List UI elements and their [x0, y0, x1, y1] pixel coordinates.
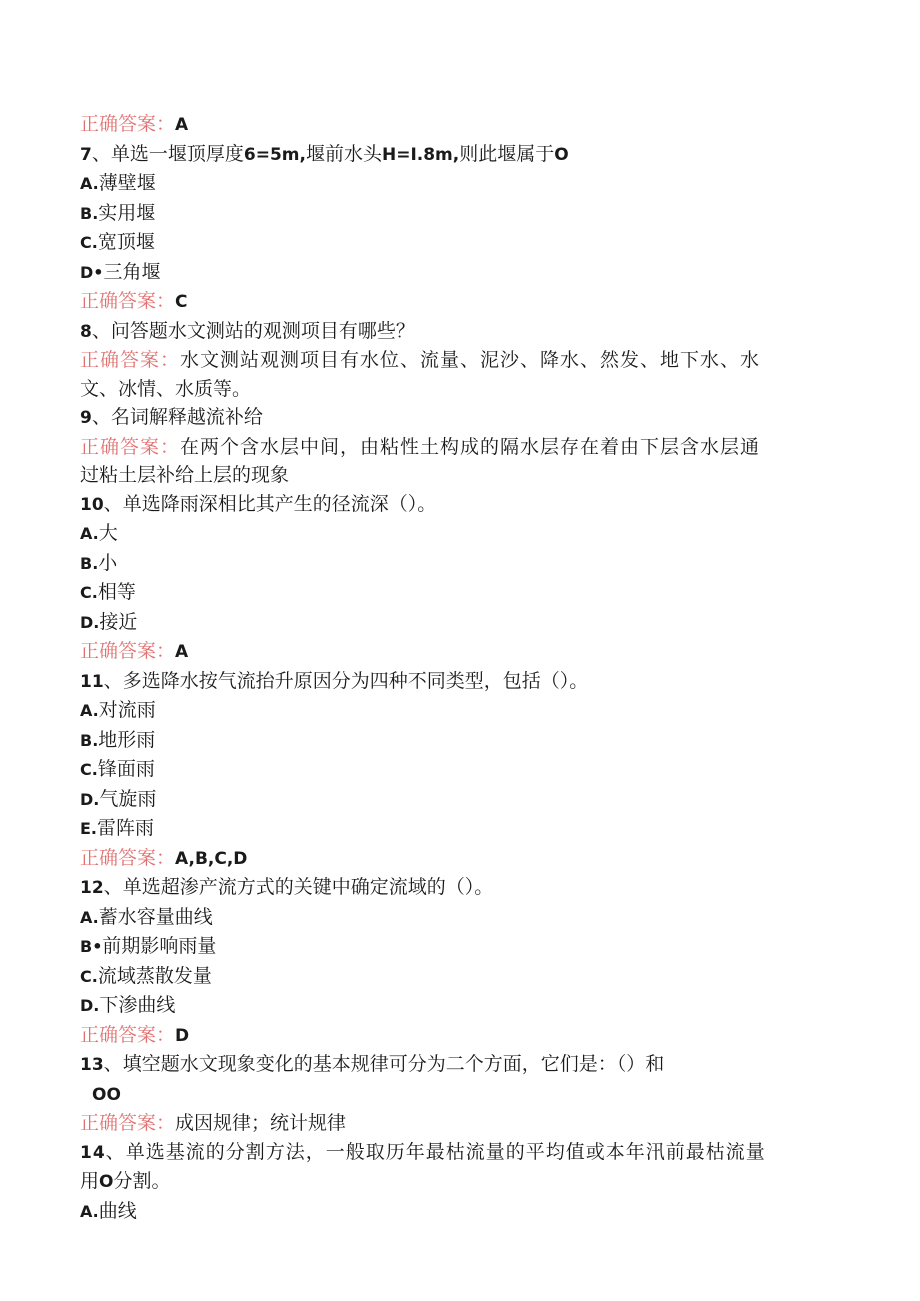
answer-value: C [175, 292, 188, 312]
question-12 [80, 873, 830, 903]
answer-label: 正确答案： [80, 290, 176, 312]
option-a [80, 1197, 830, 1227]
option-b [80, 726, 830, 756]
answer-line-q13 [80, 1109, 830, 1138]
answer-label: 正确答案： [80, 846, 176, 869]
answer-line-q9-cont [80, 461, 830, 490]
document-page [80, 110, 830, 1226]
question-separator: 、 [91, 406, 111, 428]
question-number: 12 [80, 878, 104, 898]
question-14-cont [80, 1167, 830, 1197]
option-letter: C. [80, 966, 98, 986]
option-a [80, 903, 830, 933]
option-a [80, 696, 830, 726]
question-text: 单选降雨深相比其产生的径流深（）。 [122, 492, 437, 515]
option-letter: C. [80, 583, 98, 602]
option-text: 实用堰 [98, 201, 156, 224]
answer-line-q11 [80, 844, 830, 874]
option-c [80, 578, 830, 608]
question-text-formula: H=I.8m, [381, 144, 460, 165]
option-text: 薄壁堰 [98, 172, 156, 194]
question-10 [80, 490, 830, 520]
question-text: 名词解释越流补给 [110, 406, 263, 428]
question-text: 问答题水文测站的观测项目有哪些？ [110, 319, 415, 342]
option-letter: C. [80, 760, 98, 779]
answer-label: 正确答案： [80, 640, 176, 662]
question-text-formula: 6=5m, [243, 144, 306, 165]
option-text: 接近 [99, 610, 138, 633]
answer-text: 在两个含水层中间，由粘性土构成的隔水层存在着由下层含水层通 [180, 435, 761, 458]
option-letter: B. [80, 730, 99, 750]
question-text: 多选降水按气流抬升原因分为四种不同类型，包括（）。 [122, 669, 589, 692]
answer-value: A [175, 642, 189, 662]
question-number: 10 [80, 494, 104, 515]
option-letter: C. [80, 233, 98, 252]
option-letter: A. [80, 907, 99, 927]
question-separator: 、 [103, 1053, 123, 1075]
question-7 [80, 140, 830, 170]
option-text: 气旋雨 [99, 787, 157, 810]
option-letter: B. [80, 203, 99, 223]
answer-label: 正确答案： [80, 113, 176, 135]
option-text: 雷阵雨 [97, 817, 155, 839]
option-c [80, 962, 830, 992]
option-text: 锋面雨 [97, 758, 155, 780]
option-c [80, 755, 830, 785]
option-text: 小 [98, 551, 118, 574]
option-text: 曲线 [98, 1199, 137, 1222]
option-letter: D. [80, 612, 100, 632]
option-d [80, 991, 830, 1021]
answer-value: D [175, 1025, 190, 1046]
question-8 [80, 317, 830, 347]
option-b [80, 199, 830, 229]
answer-line-q9 [80, 433, 830, 462]
question-text: 用 [80, 1170, 100, 1192]
question-text: 单选一堰顶厚度 [110, 142, 244, 165]
answer-label: 正确答案： [80, 1112, 176, 1134]
question-separator: 、 [105, 1140, 126, 1163]
option-d [80, 785, 830, 815]
option-a [80, 169, 830, 199]
option-e [80, 814, 830, 844]
question-number: 13 [80, 1055, 104, 1075]
option-c [80, 228, 830, 258]
question-separator: 、 [103, 492, 123, 515]
question-text: 堰前水头 [305, 142, 382, 165]
option-letter: A. [80, 174, 99, 193]
question-separator: 、 [91, 319, 111, 342]
answer-line-q7 [80, 287, 830, 317]
question-number: 14 [80, 1142, 106, 1163]
question-13-cont [80, 1080, 830, 1110]
option-letter: A. [80, 524, 99, 543]
option-d [80, 258, 830, 288]
option-letter: D. [80, 789, 100, 809]
answer-line-q8-cont [80, 375, 830, 404]
option-text: 对流雨 [98, 699, 156, 721]
question-13 [80, 1050, 830, 1080]
question-number: 7 [80, 144, 92, 165]
answer-line-q12 [80, 1021, 830, 1051]
question-11 [80, 667, 830, 697]
option-text: 三角堰 [103, 260, 161, 283]
option-text: 相等 [97, 581, 136, 603]
answer-text: 成因规律；统计规律 [175, 1112, 347, 1134]
question-9 [80, 403, 830, 433]
option-text: 大 [98, 522, 118, 544]
option-letter: A. [80, 1201, 99, 1221]
answer-text: 文、冰情、水质等。 [80, 377, 252, 400]
option-letter: E. [80, 819, 98, 838]
question-text: 则此堰属于 [459, 142, 555, 165]
option-letter: D. [80, 996, 100, 1015]
question-text: 单选超渗产流方式的关键中确定流域的（）。 [122, 876, 494, 898]
option-b [80, 549, 830, 579]
answer-label: 正确答案： [80, 349, 181, 371]
option-text: 宽顶堰 [97, 231, 155, 253]
answer-value: A,B,C,D [175, 848, 248, 869]
option-letter: A. [80, 701, 99, 720]
question-blank: OO [92, 1084, 121, 1105]
question-separator: 、 [103, 876, 123, 898]
answer-label: 正确答案： [80, 1023, 176, 1046]
option-letter: B• [80, 937, 103, 956]
answer-text: 过粘土层补给上层的现象 [80, 464, 290, 486]
option-b [80, 932, 830, 962]
option-text: 蓄水容量曲线 [98, 905, 213, 928]
option-text: 下渗曲线 [99, 994, 176, 1016]
answer-text: 水文测站观测项目有水位、流量、泥沙、降水、然发、地下水、水 [180, 349, 761, 371]
question-text: 填空题水文现象变化的基本规律可分为二个方面，它们是：（）和 [122, 1053, 665, 1075]
question-number: 9 [80, 408, 92, 428]
option-d [80, 608, 830, 638]
option-a [80, 519, 830, 549]
option-letter: B. [80, 553, 99, 573]
option-text: 前期影响雨量 [102, 935, 217, 957]
question-number: 11 [80, 671, 104, 692]
question-separator: 、 [91, 142, 111, 165]
option-text: 地形雨 [98, 728, 156, 751]
question-text: 分割。 [113, 1170, 171, 1192]
answer-value: A [175, 115, 189, 135]
question-number: 8 [80, 321, 92, 342]
answer-line-q6 [80, 110, 830, 140]
answer-label: 正确答案： [80, 435, 181, 458]
question-text: 单选基流的分割方法，一般取历年最枯流量的平均值或本年汛前最枯流量 [125, 1140, 766, 1163]
question-blank: O [99, 1172, 114, 1192]
option-text: 流域蒸散发量 [97, 964, 212, 987]
question-separator: 、 [103, 669, 123, 692]
answer-line-q8 [80, 346, 830, 375]
question-14 [80, 1138, 830, 1168]
option-letter: D• [80, 262, 104, 282]
question-blank: O [554, 144, 569, 165]
answer-line-q10 [80, 637, 830, 667]
